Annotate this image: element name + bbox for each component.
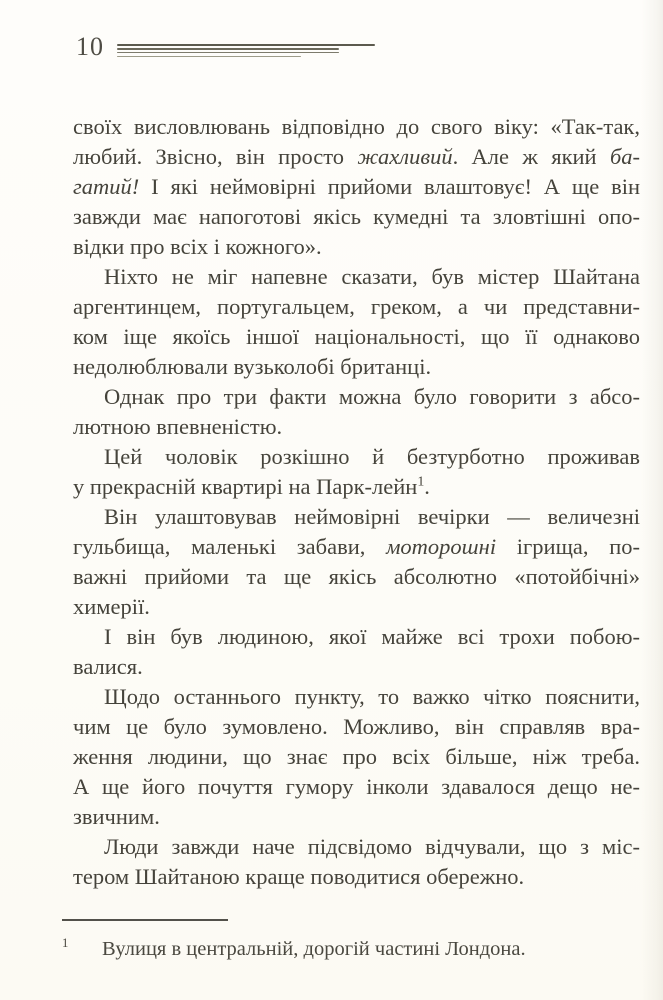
text-line: любий. Звісно, він просто жахливий. Але ж який ба- <box>73 144 640 169</box>
footnote-text: Вулиця в центральній, дорогій частині Лондона. <box>102 938 526 960</box>
text-line: валися. <box>73 654 143 679</box>
text-line: своїх висловлювань відповідно до свого віку: «Так-так, <box>73 114 640 139</box>
page-body <box>73 112 640 892</box>
rule-line <box>117 52 339 53</box>
paragraph <box>73 682 640 832</box>
text-line: химерії. <box>73 594 150 619</box>
text-line: тером Шайтаною краще поводитися обережно. <box>73 864 525 889</box>
text-line: Цей чоловік розкішно й безтурботно проживав <box>104 444 640 469</box>
text-line: важні прийоми та ще якісь абсолютно «потойбічні» <box>73 564 640 589</box>
text-line: завжди має напоготові якісь кумедні та зловтішні опо- <box>73 204 640 229</box>
text-line: Він улаштовував неймовірні вечірки — величезні <box>104 504 640 529</box>
decorative-rule <box>117 44 375 57</box>
text-line: Ніхто не міг напевне сказати, був містер Шайтана <box>104 264 640 289</box>
footnote: 1 Вулиця в центральній, дорогій частині Лондона. <box>62 936 526 960</box>
text-line: лютною впевненістю. <box>73 414 283 439</box>
footnote-rule <box>62 919 228 921</box>
running-head <box>76 34 375 60</box>
paragraph <box>73 502 640 622</box>
text-line: гатий! І які неймовірні прийоми влаштовує! А ще він <box>73 174 640 199</box>
text-line: ком іще якоїсь іншої національності, що її однаково <box>73 324 640 349</box>
text-line: чим це було зумовлено. Можливо, він справляв вра- <box>73 714 640 739</box>
text-line: гульбища, маленькі забави, моторошні ігрища, по- <box>73 534 640 559</box>
paragraph <box>73 112 640 262</box>
page-number: 10 <box>76 32 104 61</box>
rule-line <box>117 48 339 50</box>
text-line: звичним. <box>73 804 160 829</box>
paragraph <box>73 832 640 892</box>
rule-line <box>117 56 301 57</box>
paragraph <box>73 262 640 382</box>
paragraph <box>73 622 640 682</box>
text-line: Однак про три факти можна було говорити з абсо- <box>104 384 640 409</box>
text-line: аргентинцем, португальцем, греком, а чи представни- <box>73 294 640 319</box>
text-line: Щодо останнього пункту, то важко чітко пояснити, <box>104 684 640 709</box>
text-line: І він був людиною, якої майже всі трохи побою- <box>104 624 640 649</box>
text-line: у прекрасній квартирі на Парк-лейн$^1$. <box>73 474 430 499</box>
rule-line <box>117 44 375 46</box>
text-line: Люди завжди наче підсвідомо відчували, що з міс- <box>104 834 640 859</box>
text-line: ження людини, що знає про всіх більше, ніж треба. <box>73 744 640 769</box>
text-line: недолюблювали вузьколобі британці. <box>73 354 432 379</box>
text-line: відки про всіх і кожного». <box>73 234 322 259</box>
paragraph <box>73 442 640 502</box>
paragraph <box>73 382 640 442</box>
text-line: А ще його почуття гумору інколи здавалося дещо не- <box>73 774 640 799</box>
